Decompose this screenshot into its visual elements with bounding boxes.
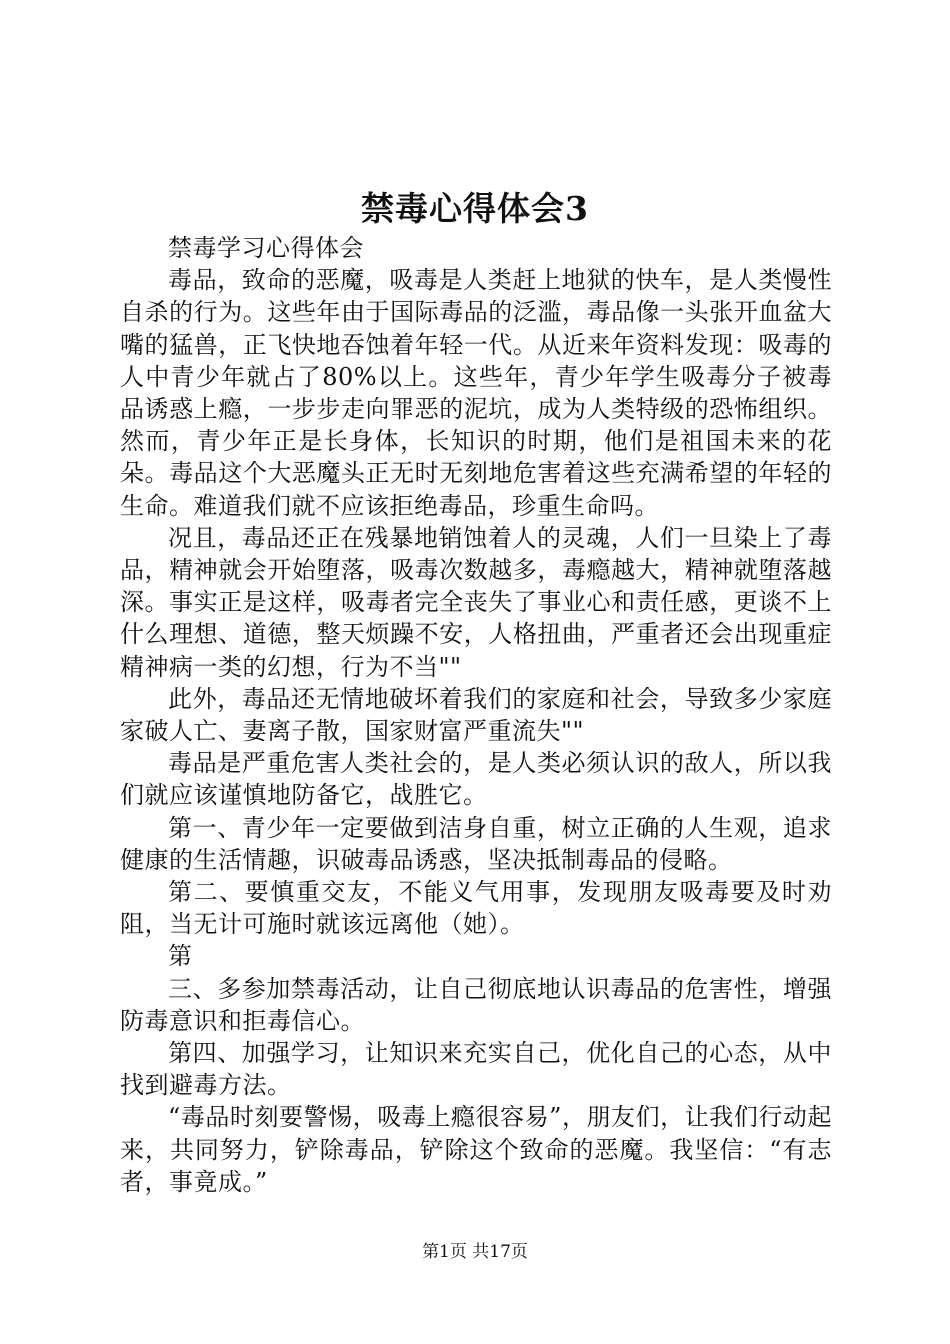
paragraph-1: 毒品，致命的恶魔，吸毒是人类赶上地狱的快车，是人类慢性自杀的行为。这些年由于国际毒品的泛滥，毒品像一头张开血盆大嘴的猛兽，正飞快地吞蚀着年轻一代。从近来年资料发现：吸毒的人中青少年就占了80%以上。这些年，青少年学生吸毒分子被毒品诱惑上瘾，一步步走向罪恶的泥坑，成为人类特级的恐怖组织。然而，青少年正是长身体，长知识的时期，他们是祖国未来的花朵。毒品这个大恶魔头正无时无刻地危害着这些充满希望的年轻的生命。难道我们就不应该拒绝毒品，珍重生命吗。 bbox=[120, 266, 832, 520]
paragraph-9: 第四、加强学习，让知识来充实自己，优化自己的心态，从中找到避毒方法。 bbox=[120, 1039, 832, 1100]
paragraph-3: 此外，毒品还无情地破坏着我们的家庭和社会，导致多少家庭家破人亡、妻离子散，国家财富严重流失"" bbox=[120, 684, 832, 746]
paragraph-subtitle: 禁毒学习心得体会 bbox=[168, 234, 364, 262]
document-title: 禁毒心得体会3 bbox=[361, 189, 589, 228]
paragraph-6: 第二、要慎重交友，不能义气用事，发现朋友吸毒要及时劝阻，当无计可施时就该远离他（她）。 bbox=[120, 878, 832, 939]
paragraph-4: 毒品是严重危害人类社会的，是人类必须认识的敌人，所以我们就应该谨慎地防备它，战胜它。 bbox=[120, 749, 832, 810]
page-footer: 第1页 共17页 bbox=[422, 1242, 528, 1262]
paragraph-2: 况且，毒品还正在残暴地销蚀着人的灵魂，人们一旦染上了毒品，精神就会开始堕落，吸毒次数越多，毒瘾越大，精神就堕落越深。事实正是这样，吸毒者完全丧失了事业心和责任感，更谈不上什么理想、道德，整天烦躁不安，人格扭曲，严重者还会出现重症精神病一类的幻想，行为不当"" bbox=[120, 523, 832, 681]
paragraph-8: 三、多参加禁毒活动，让自己彻底地认识毒品的危害性，增强防毒意识和拒毒信心。 bbox=[120, 974, 832, 1035]
paragraph-10: “毒品时刻要警惕，吸毒上瘾很容易”，朋友们，让我们行动起来，共同努力，铲除毒品，铲除这个致命的恶魔。我坚信：“有志者，事竟成。” bbox=[120, 1103, 832, 1196]
paragraph-7: 第 bbox=[168, 942, 193, 971]
paragraph-5: 第一、青少年一定要做到洁身自重，树立正确的人生观，追求健康的生活情趣，识破毒品诱惑，坚决抵制毒品的侵略。 bbox=[120, 813, 832, 874]
document-body bbox=[120, 232, 832, 1198]
